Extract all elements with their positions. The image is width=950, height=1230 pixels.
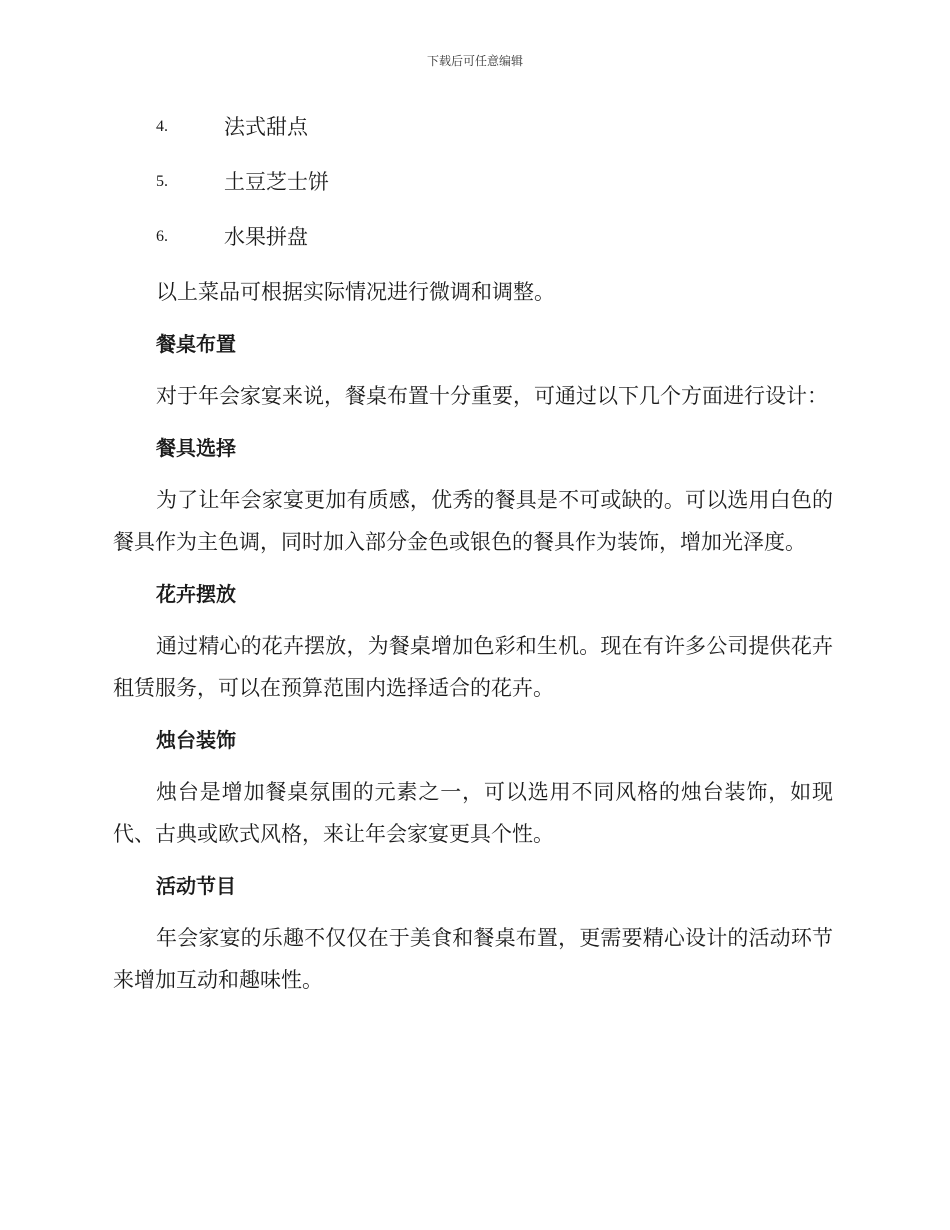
note-paragraph: 以上菜品可根据实际情况进行微调和调整。 xyxy=(156,280,555,304)
list-number: 5. xyxy=(156,173,168,190)
section-heading-tableware: 餐具选择 xyxy=(156,436,236,460)
list-item xyxy=(113,161,833,216)
table-setting-paragraph: 对于年会家宴来说，餐桌布置十分重要，可通过以下几个方面进行设计： xyxy=(156,384,828,408)
section-heading-flowers: 花卉摆放 xyxy=(156,582,236,606)
list-text: 土豆芝士饼 xyxy=(224,170,329,194)
list-text: 水果拼盘 xyxy=(224,225,308,249)
section-heading-candles: 烛台装饰 xyxy=(156,728,236,752)
document-body xyxy=(113,106,833,1001)
list-number: 4. xyxy=(156,118,168,135)
activities-paragraph: 年会家宴的乐趣不仅仅在于美食和餐桌布置，更需要精心设计的活动环节来增加互动和趣味性。 xyxy=(113,926,833,992)
section-heading-table-setting: 餐桌布置 xyxy=(156,332,236,356)
candles-paragraph: 烛台是增加餐桌氛围的元素之一，可以选用不同风格的烛台装饰，如现代、古典或欧式风格，来让年会家宴更具个性。 xyxy=(113,780,833,846)
section-heading-activities: 活动节目 xyxy=(156,874,236,898)
list-item xyxy=(113,216,833,271)
list-number: 6. xyxy=(156,228,168,245)
tableware-paragraph: 为了让年会家宴更加有质感，优秀的餐具是不可或缺的。可以选用白色的餐具作为主色调，同时加入部分金色或银色的餐具作为装饰，增加光泽度。 xyxy=(113,488,833,554)
list-item xyxy=(113,106,833,161)
flowers-paragraph: 通过精心的花卉摆放，为餐桌增加色彩和生机。现在有许多公司提供花卉租赁服务，可以在预算范围内选择适合的花卉。 xyxy=(113,634,833,700)
list-text: 法式甜点 xyxy=(224,115,308,139)
page-header: 下载后可任意编辑 xyxy=(426,54,523,68)
